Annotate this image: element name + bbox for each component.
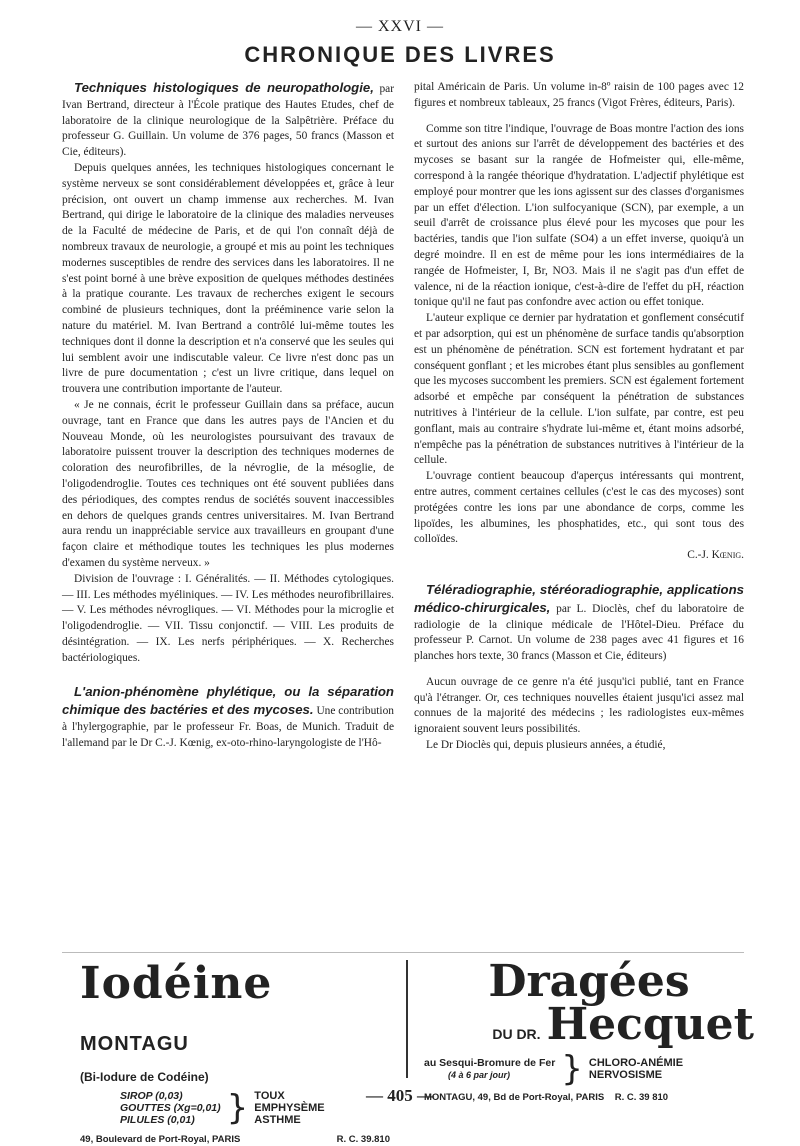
ad-divider — [406, 960, 408, 1078]
page-folio: — 405 — — [366, 1086, 434, 1105]
review1-biblio: par Ivan Bertrand, directeur à l'École pratique des Hautes Etudes, chef de laboratoire de la clinique neurologique de la Salpêtrière. Préface du professeur G. Guillain. Un volume de 376 pages, 50 francs (Masson et Cie, éditeurs). — [62, 83, 394, 159]
ad-iodeine-indication-3: ASTHME — [254, 1114, 301, 1126]
review2-title: L'anion-phénomène phylétique, ou la séparation chimique des bactéries et des mycoses. — [62, 684, 394, 718]
ad-iodeine-footer — [80, 1134, 390, 1145]
review1-paragraph-2: « Je ne connais, écrit le professeur Guillain dans sa préface, aucun ouvrage, tant en France que dans les autres pays de l'Ancien et du Nouveau Monde, où les neurologistes poursuivant des travaux de laboratoire puissent trouver la description des techniques modernes de coloration des neurofibrilles, de la névroglie, de la mésoglie, de l'oligodendroglie. Toutes ces techniques ont été souvent publiées dans des périodiques, des comptes rendus de sociétés souvent inaccessibles en dehors de quelques grands centres universitaires. M. Ivan Bertrand aura rendu un inappréciable service aux travailleurs en groupant d'une façon claire et méthodique toutes les techniques les plus modernes d'examen du système nerveux. » — [62, 398, 394, 569]
review1-heading — [62, 80, 394, 161]
ad-hecquet-dosage: (4 à 6 par jour) — [448, 1070, 511, 1080]
ad-hecquet-composition: au Sesqui-Bromure de Fer — [424, 1057, 556, 1069]
review2-biblio-right: pital Américain de Paris. Un volume in-8º raisin de 100 pages avec 12 figures et nombreux tableaux, 25 francs (Vigot Frères, éditeurs, Paris). — [414, 81, 744, 109]
ad-iodeine-indication-2: EMPHYSÈME — [254, 1102, 325, 1114]
ad-hecquet-name: Hecquet — [546, 999, 754, 1050]
ad-iodeine-reg: R. C. 39.810 — [336, 1134, 390, 1145]
ad-iodeine-subtitle: (Bi-Iodure de Codéine) — [80, 1070, 209, 1084]
ad-hecquet-line — [424, 999, 754, 1050]
review2-paragraph-2: L'auteur explique ce dernier par hydratation et gonflement consécutif et par adsorption, qui est un phénomène de surface tandis qu'absorption est un phénomène de pénétration. SCN est fortement hydratant et par conséquent gonflant ; et les microbes étant plus sensibles au gonflement que les mycoses succombent les premiers. SCN est également fortement adsorbé et empêche par conséquent la pénétration de substances nutritives à l'intérieur de la cellule. L'ion sulfate, par contre, est peu gonflant, mais au contraire s'hydrate lui-même et, étant moins adsorbé, n'empêche pas la pénétration de substances nutritives à l'intérieur de la cellule. — [414, 312, 744, 467]
review3-biblio: par L. Dioclès, chef du laboratoire de radiologie de la clinique médicale de l'Hôtel-Dieu. Préface du professeur P. Carnot. Un volume de 238 pages avec 41 figures et 16 planches hors texte, 30 francs (Masson et Cie, éditeurs) — [414, 602, 744, 663]
ad-iodeine-form-3: PILULES (0,01) — [120, 1114, 195, 1126]
brace-icon: } — [561, 1049, 583, 1089]
left-column — [62, 80, 394, 752]
review1-paragraph-3: Division de l'ouvrage : I. Généralités. — II. Méthodes cytologiques. — III. Les méthodes myéliniques. — IV. Les méthodes neurofibrillaires. — V. Les méthodes névrogliques. — VI. Méthodes pour la microglie et l'oligodendroglie. — VII. Tissu conjonctif. — VIII. Les produits de désintégration. — IX. Les nerfs périphériques. — X. Recherches bactériologiques. — [62, 572, 394, 664]
section-title: CHRONIQUE DES LIVRES — [244, 42, 556, 67]
review1-paragraph-1: Depuis quelques années, les techniques histologiques concernant le système nerveux se sont considérablement développées et, grâce à leur précision, ont ouvert un champ immense aux recherches. M. Ivan Bertrand, qui dirige le laboratoire de la clinique des maladies nerveuses de la Faculté de médecine de Paris, et de qui l'on connaît déjà de nombreux travaux de neurologie, a groupé et mis au point les techniques modernes susceptibles de rendre des services dans les laboratoires. Il ne s'est point borné à une brève exposition de quelques méthodes destinées à la pratique courante. Les travaux de recherches exigent le secours combiné de plusieurs techniques, dont la prééminence varie selon la nature du matériel. M. Ivan Bertrand a contrôlé lui-même toutes les techniques dont il donne la description et n'a conservé que les seules qui lui semblent avoir une indiscutable valeur. Ce livre n'est donc pas un livre de pure documentation ; c'est un livre critique, dans lequel on trouvera une contribution importante de l'auteur. — [62, 161, 394, 396]
ad-hecquet-indication-1: CHLORO-ANÉMIE — [588, 1057, 684, 1069]
brace-icon: } — [226, 1088, 249, 1128]
ad-hecquet-details — [424, 1049, 754, 1089]
ad-dragees-hecquet — [424, 958, 754, 1103]
ad-iodeine-form-2: GOUTTES (Xg=0,01) — [120, 1102, 221, 1114]
ad-iodeine-brand-line — [80, 958, 390, 1070]
ad-hecquet-du: DU DR. — [492, 1026, 541, 1042]
review3-paragraph-2: Le Dr Dioclès qui, depuis plusieurs années, a étudié, — [426, 739, 666, 752]
ad-top-rule — [62, 952, 744, 953]
page-roman-numeral: — XXVI — — [356, 18, 444, 35]
ad-hecquet-indication-2: NERVOSISME — [588, 1069, 663, 1081]
ad-dragees-brand: Dragées — [488, 956, 690, 1007]
ad-hecquet-reg: R. C. 39 810 — [614, 1092, 669, 1103]
ad-iodeine-brand: Iodéine — [80, 958, 273, 1009]
review3-heading — [414, 582, 744, 665]
review2-biblio-left: Une contribution à l'hylergographie, par le professeur Fr. Boas, de Munich. Traduit de l'allemand par le Dr C.-J. Kœnig, ex-oto-rhino-laryngologiste de l'Hô- — [62, 705, 394, 749]
review2-heading — [62, 684, 394, 751]
review3-paragraph-1: Aucun ouvrage de ce genre n'a été jusqu'ici publié, tant en France qu'à l'étranger. Or, ces techniques nouvelles étaient jusqu'ici assez mal connues de la majorité des médecins ; les radiologistes eux-mêmes ignoraient souvent leurs possibilités. — [414, 675, 744, 736]
ad-iodeine-form-1: SIROP (0,03) — [120, 1090, 183, 1102]
ad-iodeine — [80, 958, 390, 1145]
review1-title: Techniques histologiques de neuropathologie, — [74, 80, 374, 95]
review2-signature: C.-J. Kœnig. — [687, 549, 744, 562]
review2-paragraph-1: Comme son titre l'indique, l'ouvrage de Boas montre l'action des ions et surtout des anions sur l'arrêt de développement des bactéries et des mycoses se basant sur la rangée de Hofmeister qui, elle-même, correspond à la rangée théorique d'hydratation. L'adjectif phylétique est employé pour montrer que les ions agissent sur des classes d'organismes par un effet d'élection. L'ion sulfocyanique (SCN), par exemple, a un seuil d'arrêt de croissance plus élevé pour les mycoses que pour les bactéries, tandis que l'ion sulfate (SO4) a un effet inverse, quoiqu'à un degré moindre. Il en est de même pour les ions intermédiaires de la rangée de Hofmeister, I, Br, NO3. Mais il ne s'agit pas d'un effet de valence, ni de la réaction ionique, c'est-à-dire de l'effet du pH, réaction tonique qu'il ne faut pas confondre avec action ou effet tonique. — [414, 122, 744, 309]
ad-hecquet-indications — [589, 1057, 683, 1081]
ad-iodeine-maker: MONTAGU — [80, 1033, 189, 1055]
ad-hecquet-address: MONTAGU, 49, Bd de Port-Royal, PARIS — [424, 1092, 605, 1103]
review3-title: Téléradiographie, stéréoradiographie, applications médico-chirurgicales, — [414, 581, 744, 615]
right-column — [414, 80, 744, 754]
ad-iodeine-address: 49, Boulevard de Port-Royal, PARIS — [80, 1134, 241, 1145]
ad-iodeine-indication-1: TOUX — [254, 1090, 285, 1102]
ad-hecquet-composition-block — [424, 1057, 555, 1081]
review2-paragraph-3: L'ouvrage contient beaucoup d'aperçus intéressants qui montrent, entre autres, comment certaines cellules (c'est le cas des mycoses) sont protégées contre les ions par une abondance de corps, comme les lipoïdes, les albumines, les phosphatides, etc., qui sont tous des colloïdes. — [414, 470, 744, 546]
